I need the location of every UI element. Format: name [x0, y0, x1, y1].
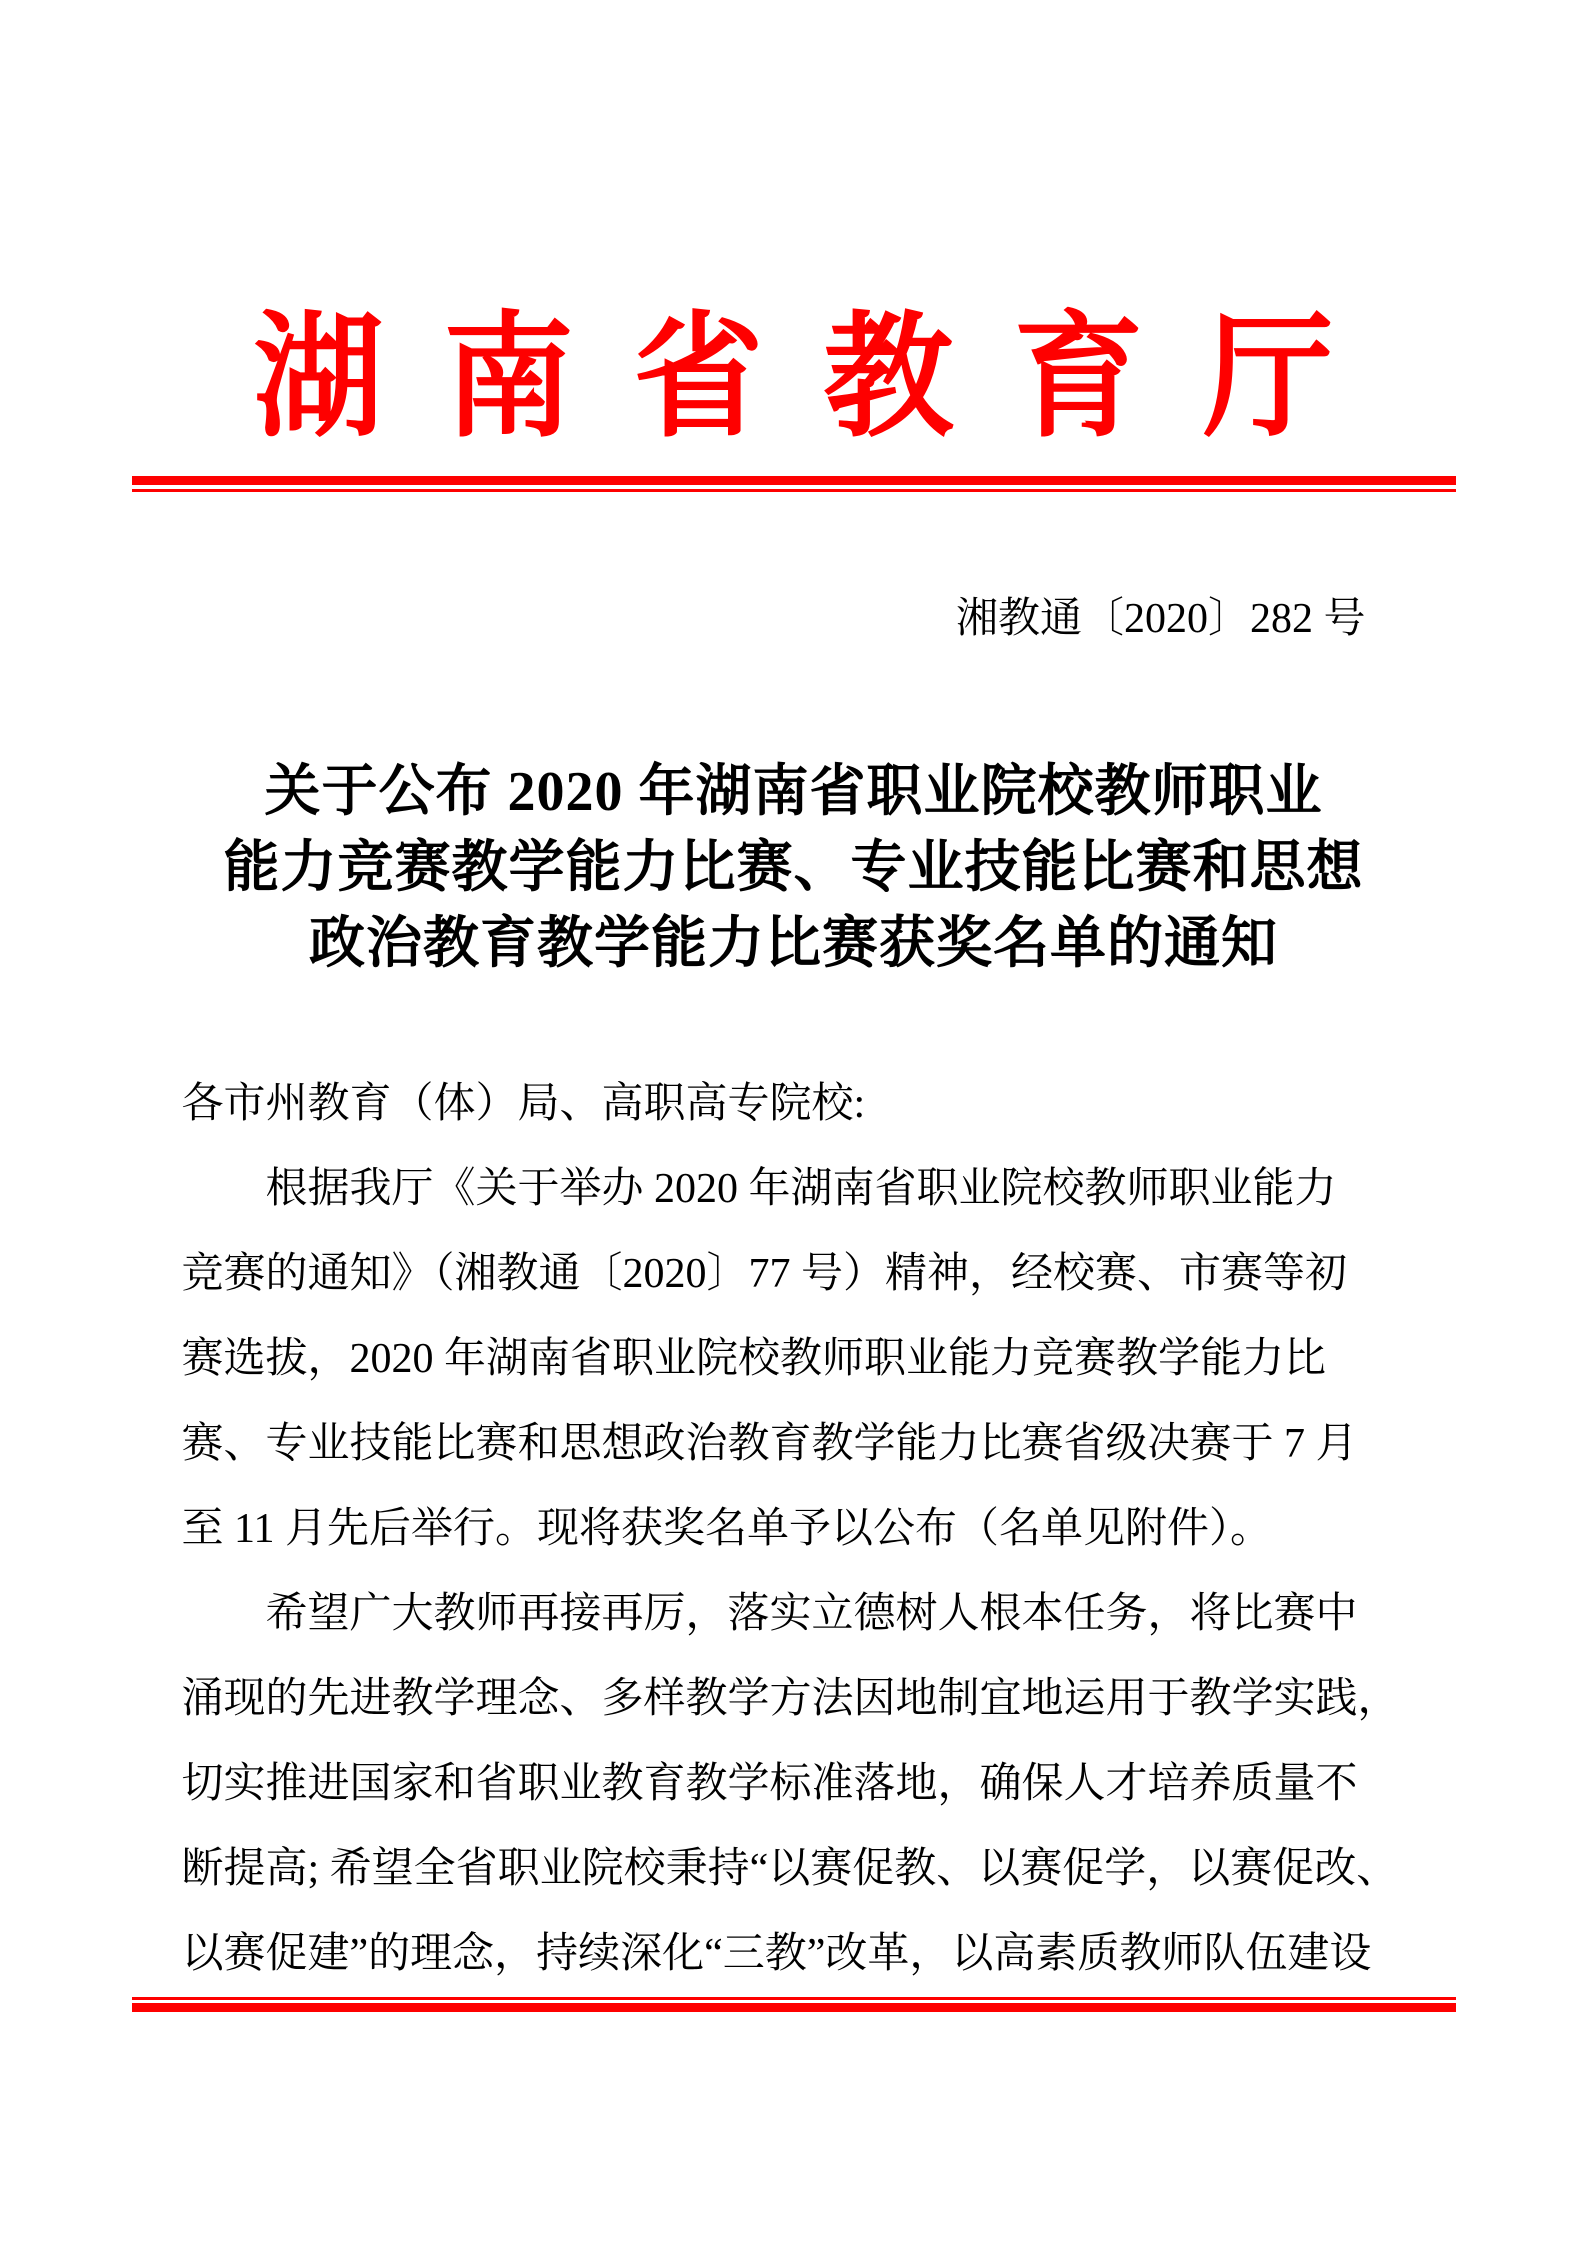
body-line: 赛、专业技能比赛和思想政治教育教学能力比赛省级决赛于 7 月	[181, 1421, 1358, 1467]
body-line: 赛选拔，2020 年湖南省职业院校教师职业能力竞赛教学能力比	[181, 1336, 1327, 1382]
salutation: 各市州教育（体）局、高职高专院校:	[181, 1081, 866, 1127]
rule-thin-bar	[132, 489, 1456, 492]
org-name-char: 厅	[1203, 304, 1334, 454]
doc-number: 湘教通〔2020〕282 号	[955, 596, 1366, 642]
body-line: 根据我厅《关于举办 2020 年湖南省职业院校教师职业能力	[265, 1166, 1337, 1212]
org-name-char: 湖	[253, 304, 384, 454]
org-name-char: 省	[633, 304, 764, 454]
rule-thick-bar	[132, 2003, 1456, 2012]
doc-title	[0, 754, 1587, 982]
org-name-char: 育	[1013, 304, 1144, 454]
doc-title-line: 能力竞赛教学能力比赛、专业技能比赛和思想	[223, 837, 1364, 899]
doc-title-line: 关于公布 2020 年湖南省职业院校教师职业	[264, 761, 1323, 823]
rule-thick-bar	[132, 476, 1456, 485]
doc-body	[182, 1062, 1406, 1997]
body-line: 以赛促建”的理念，持续深化“三教”改革，以高素质教师队伍建设	[181, 1931, 1372, 1977]
footer-double-rule	[132, 1997, 1456, 2012]
body-line: 断提高; 希望全省职业院校秉持“以赛促教、以赛促学，以赛促改、	[181, 1846, 1399, 1892]
body-line: 竞赛的通知》（湘教通〔2020〕77 号）精神，经校赛、市赛等初	[181, 1251, 1348, 1297]
body-line: 希望广大教师再接再厉，落实立德树人根本任务，将比赛中	[265, 1591, 1358, 1637]
letterhead	[0, 0, 1587, 492]
body-line: 涌现的先进教学理念、多样教学方法因地制宜地运用于教学实践，	[181, 1676, 1400, 1722]
body-line: 至 11 月先后举行。现将获奖名单予以公布（名单见附件）。	[181, 1506, 1272, 1552]
body-line: 切实推进国家和省职业教育教学标准落地，确保人才培养质量不	[181, 1761, 1358, 1807]
page-footer	[0, 1997, 1587, 2012]
letterhead-double-rule	[132, 476, 1456, 492]
org-name-char: 南	[443, 304, 574, 454]
org-name-char: 教	[823, 304, 954, 454]
doc-title-line: 政治教育教学能力比赛获奖名单的通知	[309, 913, 1278, 975]
rule-thin-bar	[132, 1997, 1456, 2000]
org-name	[253, 0, 1334, 454]
